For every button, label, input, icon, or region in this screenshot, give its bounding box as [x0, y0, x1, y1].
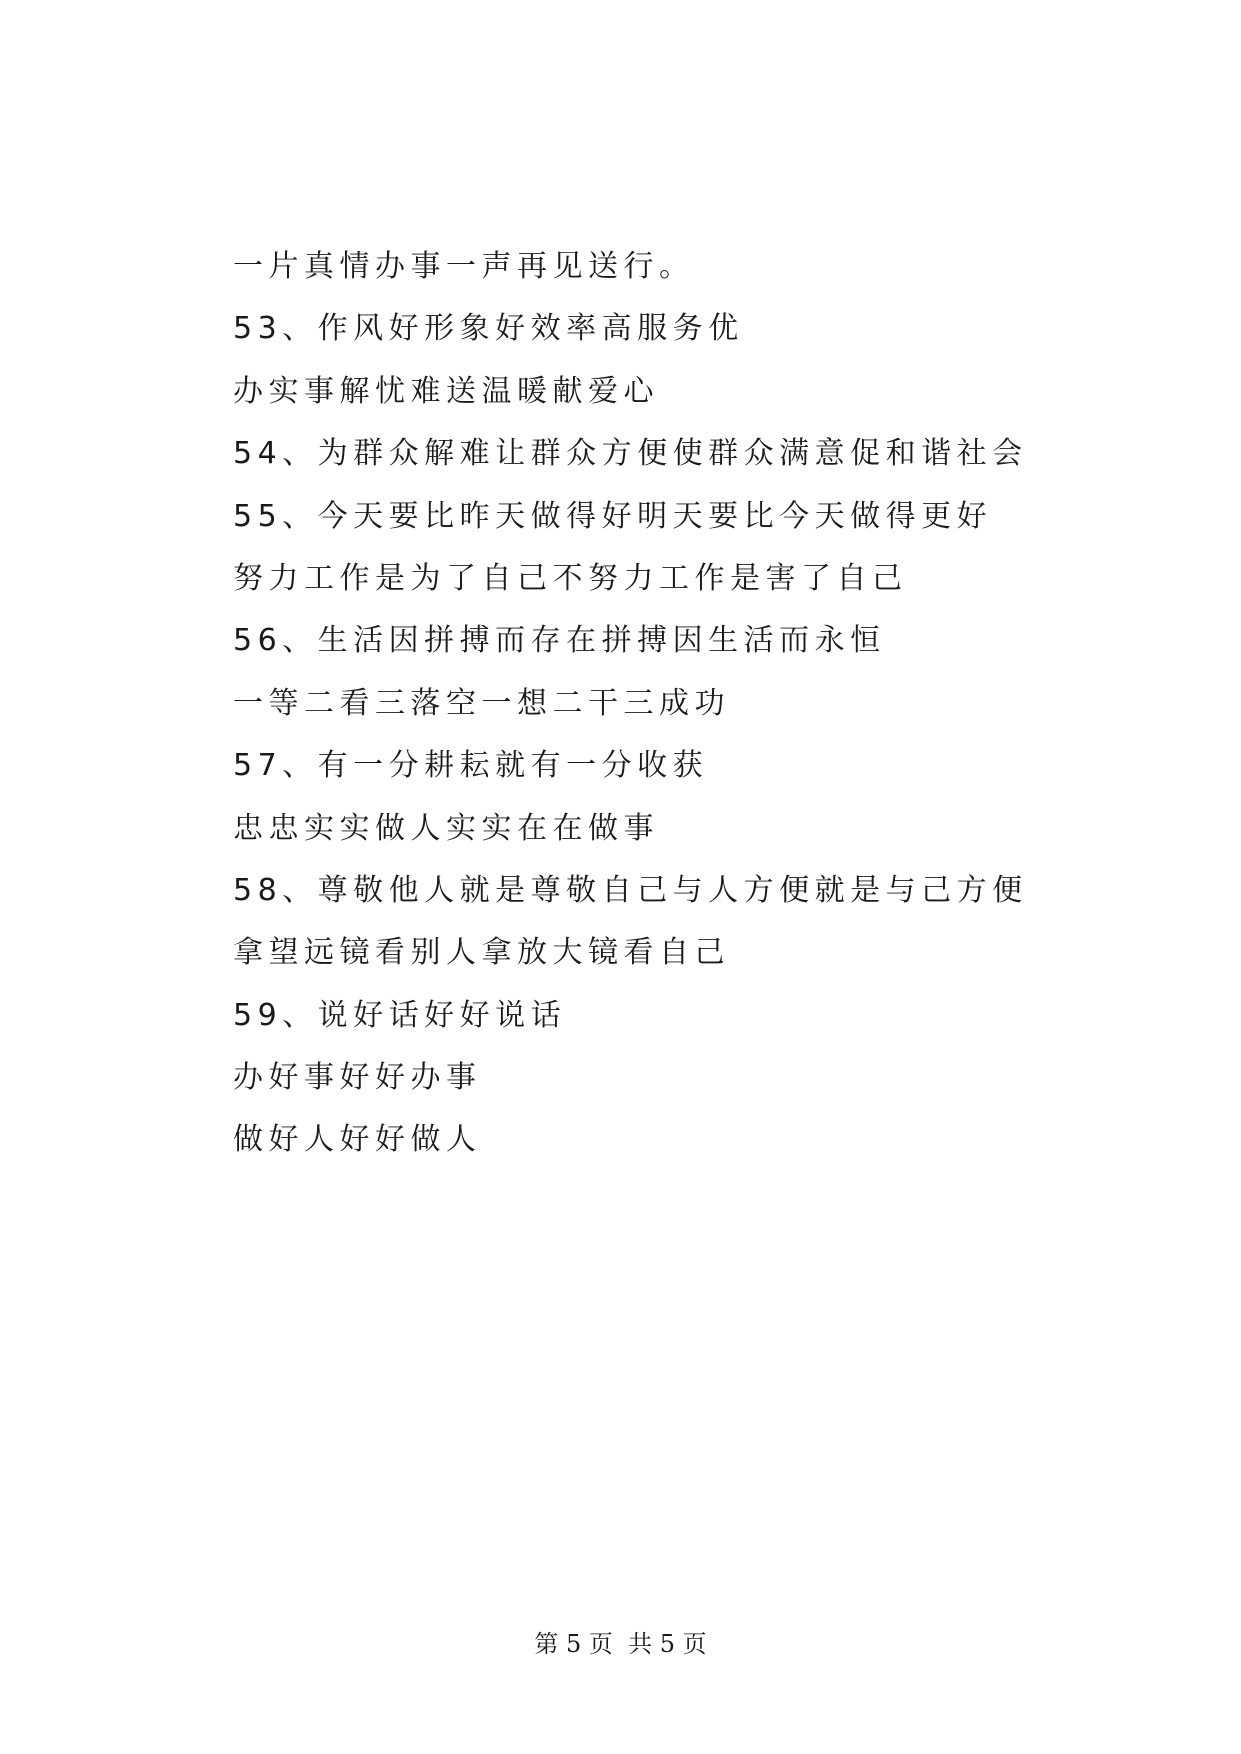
text-line: 54、为群众解难让群众方便使群众满意促和谐社会 — [233, 436, 1028, 472]
text-line: 55、今天要比昨天做得好明天要比今天做得更好 — [233, 498, 993, 534]
text-line: 58、尊敬他人就是尊敬自己与人方便就是与己方便 — [233, 872, 1028, 908]
text-line: 一等二看三落空一想二干三成功 — [233, 685, 730, 721]
document-body — [233, 236, 1053, 1172]
text-line: 56、生活因拼搏而存在拼搏因生活而永恒 — [233, 623, 886, 659]
text-line: 做好人好好做人 — [233, 1122, 482, 1158]
text-line: 办实事解忧难送温暖献爱心 — [233, 373, 659, 409]
text-line: 拿望远镜看别人拿放大镜看自己 — [233, 935, 730, 971]
text-line: 忠忠实实做人实实在在做事 — [233, 810, 659, 846]
text-line: 53、作风好形象好效率高服务优 — [233, 311, 744, 347]
text-line: 一片真情办事一声再见送行。 — [233, 249, 695, 284]
text-line: 努力工作是为了自己不努力工作是害了自己 — [233, 560, 908, 596]
text-line: 办好事好好办事 — [233, 1060, 482, 1096]
page-number-footer: 第 5 页 共 5 页 — [534, 1630, 707, 1658]
text-line: 57、有一分耕耘就有一分收获 — [233, 748, 709, 784]
text-line: 59、说好话好好说话 — [233, 997, 567, 1033]
